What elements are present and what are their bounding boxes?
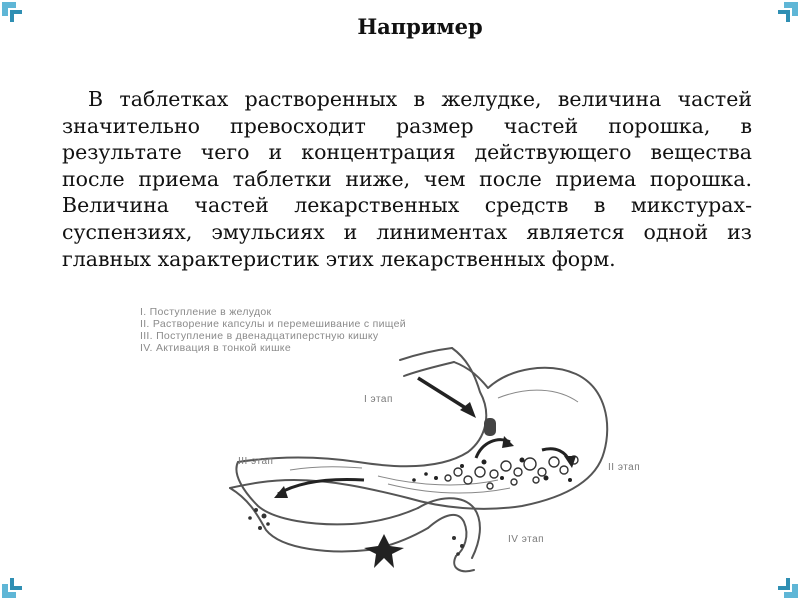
legend-item-2: II. Растворение капсулы и перемешивание с пищей	[140, 318, 406, 330]
stage-label-2: II этап	[608, 462, 641, 473]
legend-item-3: III. Поступление в двенадцатиперстную кишку	[140, 330, 379, 342]
stomach-diagram	[118, 302, 708, 582]
corner-ornament-bottom-right	[766, 566, 800, 600]
stage-label-3: III этап	[238, 456, 274, 467]
stage-label-4: IV этап	[508, 534, 545, 545]
body-paragraph: В таблетках растворенных в желудке, величина частей значительно превосходит размер частей порошка, в результате чего и концентрация действующего вещества после приема таблетки ниже, чем после приема порошка. Величина частей лекарственных средств в микстурах-суспензиях, эмульсиях и линиментах является одной из главных характеристик этих лекарственных форм.	[62, 87, 752, 271]
corner-ornament-bottom-left	[0, 566, 34, 600]
stage-label-1: I этап	[364, 394, 393, 405]
legend-item-1: I. Поступление в желудок	[140, 306, 272, 318]
stomach-illustration	[118, 302, 708, 582]
slide-title: Например	[357, 14, 483, 39]
legend-item-4: IV. Активация в тонкой кишке	[140, 342, 291, 354]
